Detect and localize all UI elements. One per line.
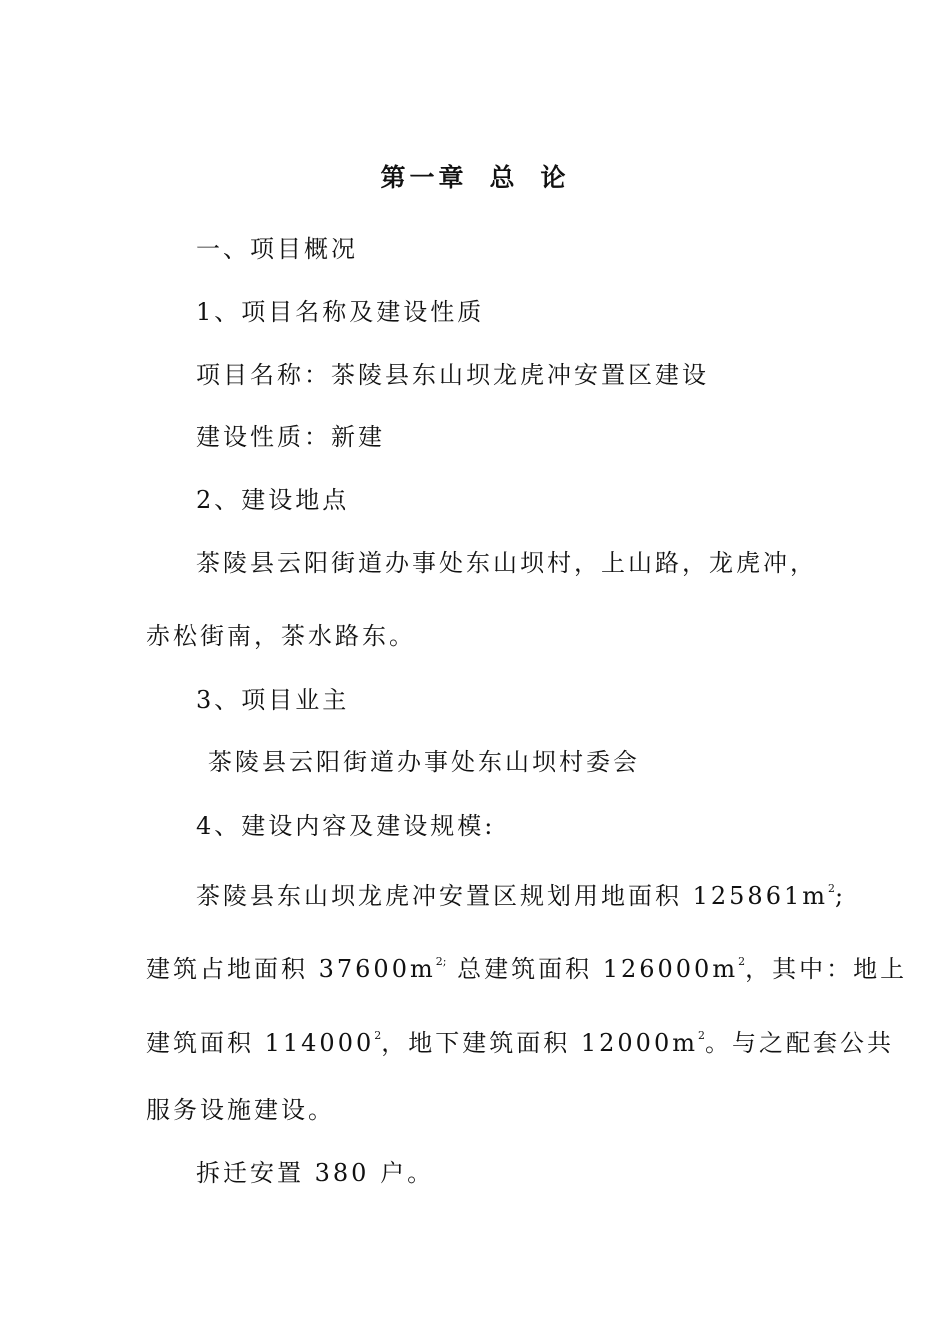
scale-text: 建筑面积 114000 bbox=[146, 1029, 375, 1057]
scale-line-2 bbox=[146, 947, 907, 984]
scale-line-1 bbox=[196, 874, 846, 911]
scale-text: ; bbox=[835, 882, 847, 910]
chapter-title bbox=[0, 158, 950, 194]
scale-text: ，地下建筑面积 12000m bbox=[381, 1029, 698, 1057]
scale-text: 总建筑面积 126000m bbox=[446, 955, 739, 983]
location-line-2: 赤松街南，茶水路东。 bbox=[146, 622, 416, 650]
scale-text: 建筑占地面积 37600m bbox=[146, 955, 436, 983]
section-heading: 一、项目概况 bbox=[196, 235, 358, 263]
scale-line-3 bbox=[146, 1021, 894, 1058]
location-line-1: 茶陵县云阳街道办事处东山坝村，上山路，龙虎冲， bbox=[196, 549, 817, 577]
owner-line: 茶陵县云阳街道办事处东山坝村委会 bbox=[208, 748, 640, 776]
superscript: 2 bbox=[374, 1029, 382, 1042]
project-nature-line: 建设性质：新建 bbox=[196, 423, 385, 451]
superscript: 2 bbox=[697, 1029, 705, 1042]
chapter-word-2: 论 bbox=[540, 163, 570, 192]
item4-heading: 4、建设内容及建设规模: bbox=[196, 812, 496, 840]
superscript: 2 bbox=[828, 882, 836, 895]
item2-heading: 2、建设地点 bbox=[196, 486, 350, 514]
chapter-number: 第一章 bbox=[380, 163, 468, 192]
chapter-word-1: 总 bbox=[489, 163, 519, 192]
superscript: 2 bbox=[738, 955, 746, 968]
scale-text: 茶陵县东山坝龙虎冲安置区规划用地面积 125861m bbox=[196, 882, 829, 910]
superscript: 2; bbox=[435, 955, 447, 968]
scale-text: ，其中：地上 bbox=[745, 955, 908, 983]
relocation-line: 拆迁安置 380 户。 bbox=[196, 1159, 435, 1187]
item3-heading: 3、项目业主 bbox=[196, 686, 350, 714]
project-name-line: 项目名称：茶陵县东山坝龙虎冲安置区建设 bbox=[196, 361, 709, 389]
scale-text: 。与之配套公共 bbox=[704, 1029, 894, 1057]
item1-heading: 1、项目名称及建设性质 bbox=[196, 298, 485, 326]
scale-line-4: 服务设施建设。 bbox=[146, 1096, 335, 1124]
